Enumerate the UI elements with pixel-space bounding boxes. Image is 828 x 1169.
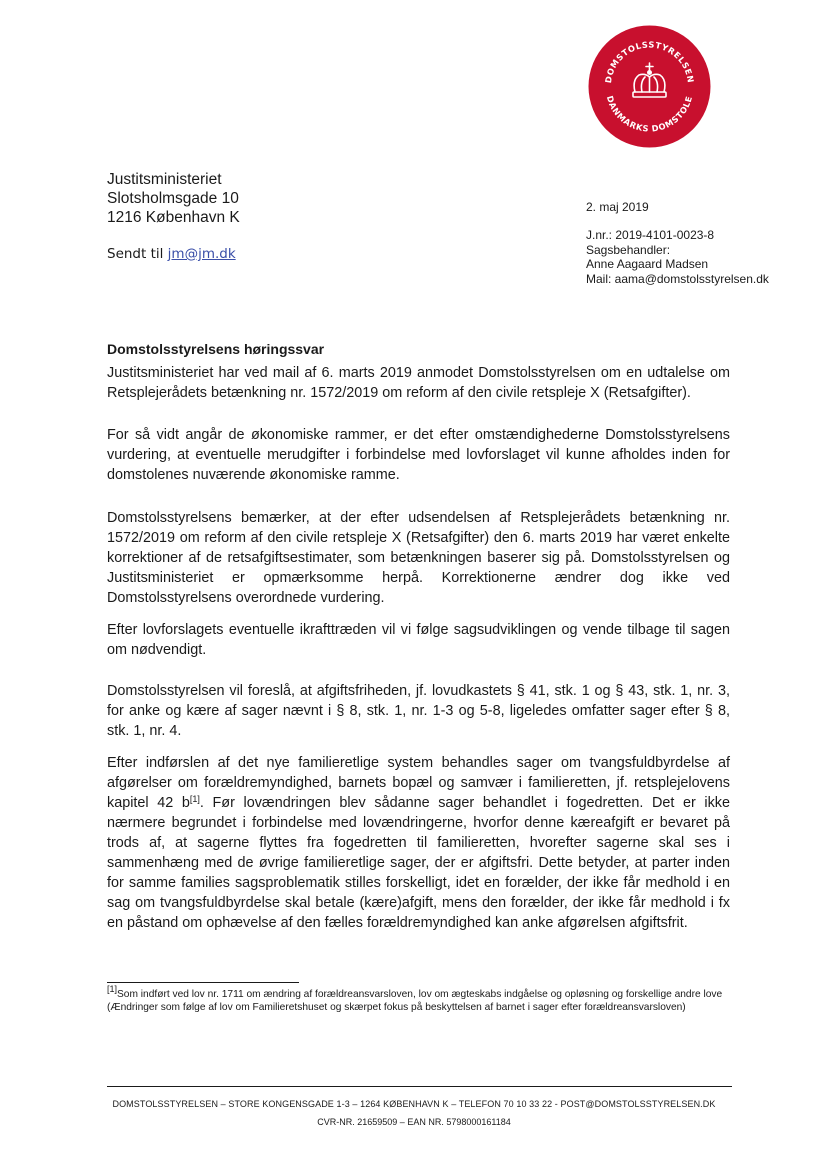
footnote-divider (107, 982, 299, 983)
paragraph-text: Justitsministeriet har ved mail af 6. marts 2019 anmodet Domstolsstyrelsen om en udtalelse om Retsplejerådets betænkning nr. 1572/2019 om reform af den civile retspleje X (Retsafgifter). (107, 365, 730, 401)
svg-text:DOMSTOLSSTYRELSEN: DOMSTOLSSTYRELSEN (603, 39, 696, 84)
recipient-name: Justitsministeriet (107, 171, 222, 188)
case-reference-block (586, 228, 769, 286)
paragraph-text (107, 753, 730, 933)
domstolsstyrelsen-logo (587, 24, 712, 149)
body-paragraph-5 (107, 681, 730, 741)
footnote (107, 984, 732, 1014)
paragraph-text: Domstolsstyrelsen vil foreslå, at afgiftsfriheden, jf. lovudkastets § 41, stk. 1 og § 43, stk. 1, nr. 3, for anke og kære af sager nævnt i § 8, stk. 1, nr. 1-3 og 5-8, ligeledes omfatter sager efter § 8, stk. 1, nr. 4. (107, 683, 730, 739)
paragraph-text: Domstolsstyrelsens bemærker, at der efter udsendelsen af Retsplejerådets betænkning nr. 1572/2019 om reform af den civile retspleje X (Retsafgifter) den 6. marts 2019 har været enkelte korrektioner af de retsafgiftsestimater, som betænkningen baserer sig på. Domstolsstyrelsen og Justitsministeriet er opmærksomme herpå. Korrektionerne ændrer dog ikke ved Domstolsstyrelsens overordnede vurdering. (107, 510, 730, 606)
paragraph-text-part: Efter indførslen af det nye familieretlige system behandles sager om tvangsfuldbyrdelse af afgørelser om forældremyndighed, barnets bopæl og samvær i familieretten, jf. retsplejelovens kapitel 42 b (107, 755, 730, 811)
handler-name: Anne Aagaard Madsen (586, 257, 709, 271)
body-paragraph-2 (107, 425, 730, 485)
logo-seal-icon (587, 24, 712, 149)
svg-text:DANMARKS DOMSTOLE: DANMARKS DOMSTOLE (604, 94, 695, 134)
letter-date: 2. maj 2019 (586, 200, 649, 214)
paragraph-text: Efter lovforslagets eventuelle ikrafttræden vil vi følge sagsudviklingen og vende tilbage til sagen om nødvendigt. (107, 622, 730, 658)
handler-label: Sagsbehandler: (586, 242, 671, 257)
body-paragraph-6 (107, 753, 730, 933)
journal-number: J.nr.: 2019-4101-0023-8 (586, 228, 715, 242)
footnote-text: Som indført ved lov nr. 1711 om ændring af forældreansvarsloven, lov om ægteskabs indgåelse og opløsning og forskellige andre love (Ændringer som følge af lov om Familieretshuset og skærpet fokus på beskyttelsen af barnet i sager efter forældreansvarsloven) (107, 989, 723, 1013)
recipient-address (107, 170, 240, 227)
body-paragraph-3 (107, 508, 730, 608)
footnote-marker: [1] (107, 984, 118, 994)
handler-mail: Mail: aama@domstolsstyrelsen.dk (586, 271, 769, 286)
footer-divider (107, 1086, 732, 1087)
sent-to-label: Sendt til (107, 246, 168, 262)
recipient-street: Slotsholmsgade 10 (107, 190, 239, 207)
body-paragraph-4 (107, 620, 730, 660)
footer-address: DOMSTOLSSTYRELSEN – STORE KONGENSGADE 1-3 – 1264 KØBENHAVN K – TELEFON 70 10 33 22 - POST@DOMSTOLSSTYRELSEN.DK (112, 1099, 716, 1109)
recipient-city: 1216 København K (107, 209, 240, 226)
footer-registration: CVR-NR. 21659509 – EAN NR. 5798000161184 (317, 1117, 511, 1127)
body-paragraph-1 (107, 363, 730, 403)
paragraph-text-part: . Før lovændringen blev sådanne sager behandlet i fogedretten. Det er ikke nærmere begrundet i forbindelse med lovændringerne, hvorfor denne kæreafgift er bevaret på trods af, at sagerne flyttes fra fogedretten til familieretten, hvorefter sagerne skal ses i sammenhæng med de øvrige familieretlige sager, der er afgiftsfri. Dette betyder, at parter inden for samme families sagsproblematik stilles forskelligt, idet en forælder, der ikke får medhold i en sag om tvangsfuldbyrdelse skal betale (kære)afgift, mens den forælder, der ikke får medhold i fx en påstand om ophævelse af den fælles forældremyndighed kan anke afgørelsen afgiftsfrit. (107, 795, 731, 931)
letter-heading: Domstolsstyrelsens høringssvar (107, 341, 325, 357)
footnote-reference[interactable]: [1] (189, 794, 200, 804)
sent-to-line (107, 246, 236, 262)
sent-to-email-link[interactable]: jm@jm.dk (167, 246, 236, 262)
paragraph-text: For så vidt angår de økonomiske rammer, er det efter omstændighederne Domstolsstyrelsens vurdering, at eventuelle merudgifter i forbindelse med lovforslaget vil kunne afholdes inden for domstolenes nuværende økonomiske ramme. (107, 427, 730, 483)
